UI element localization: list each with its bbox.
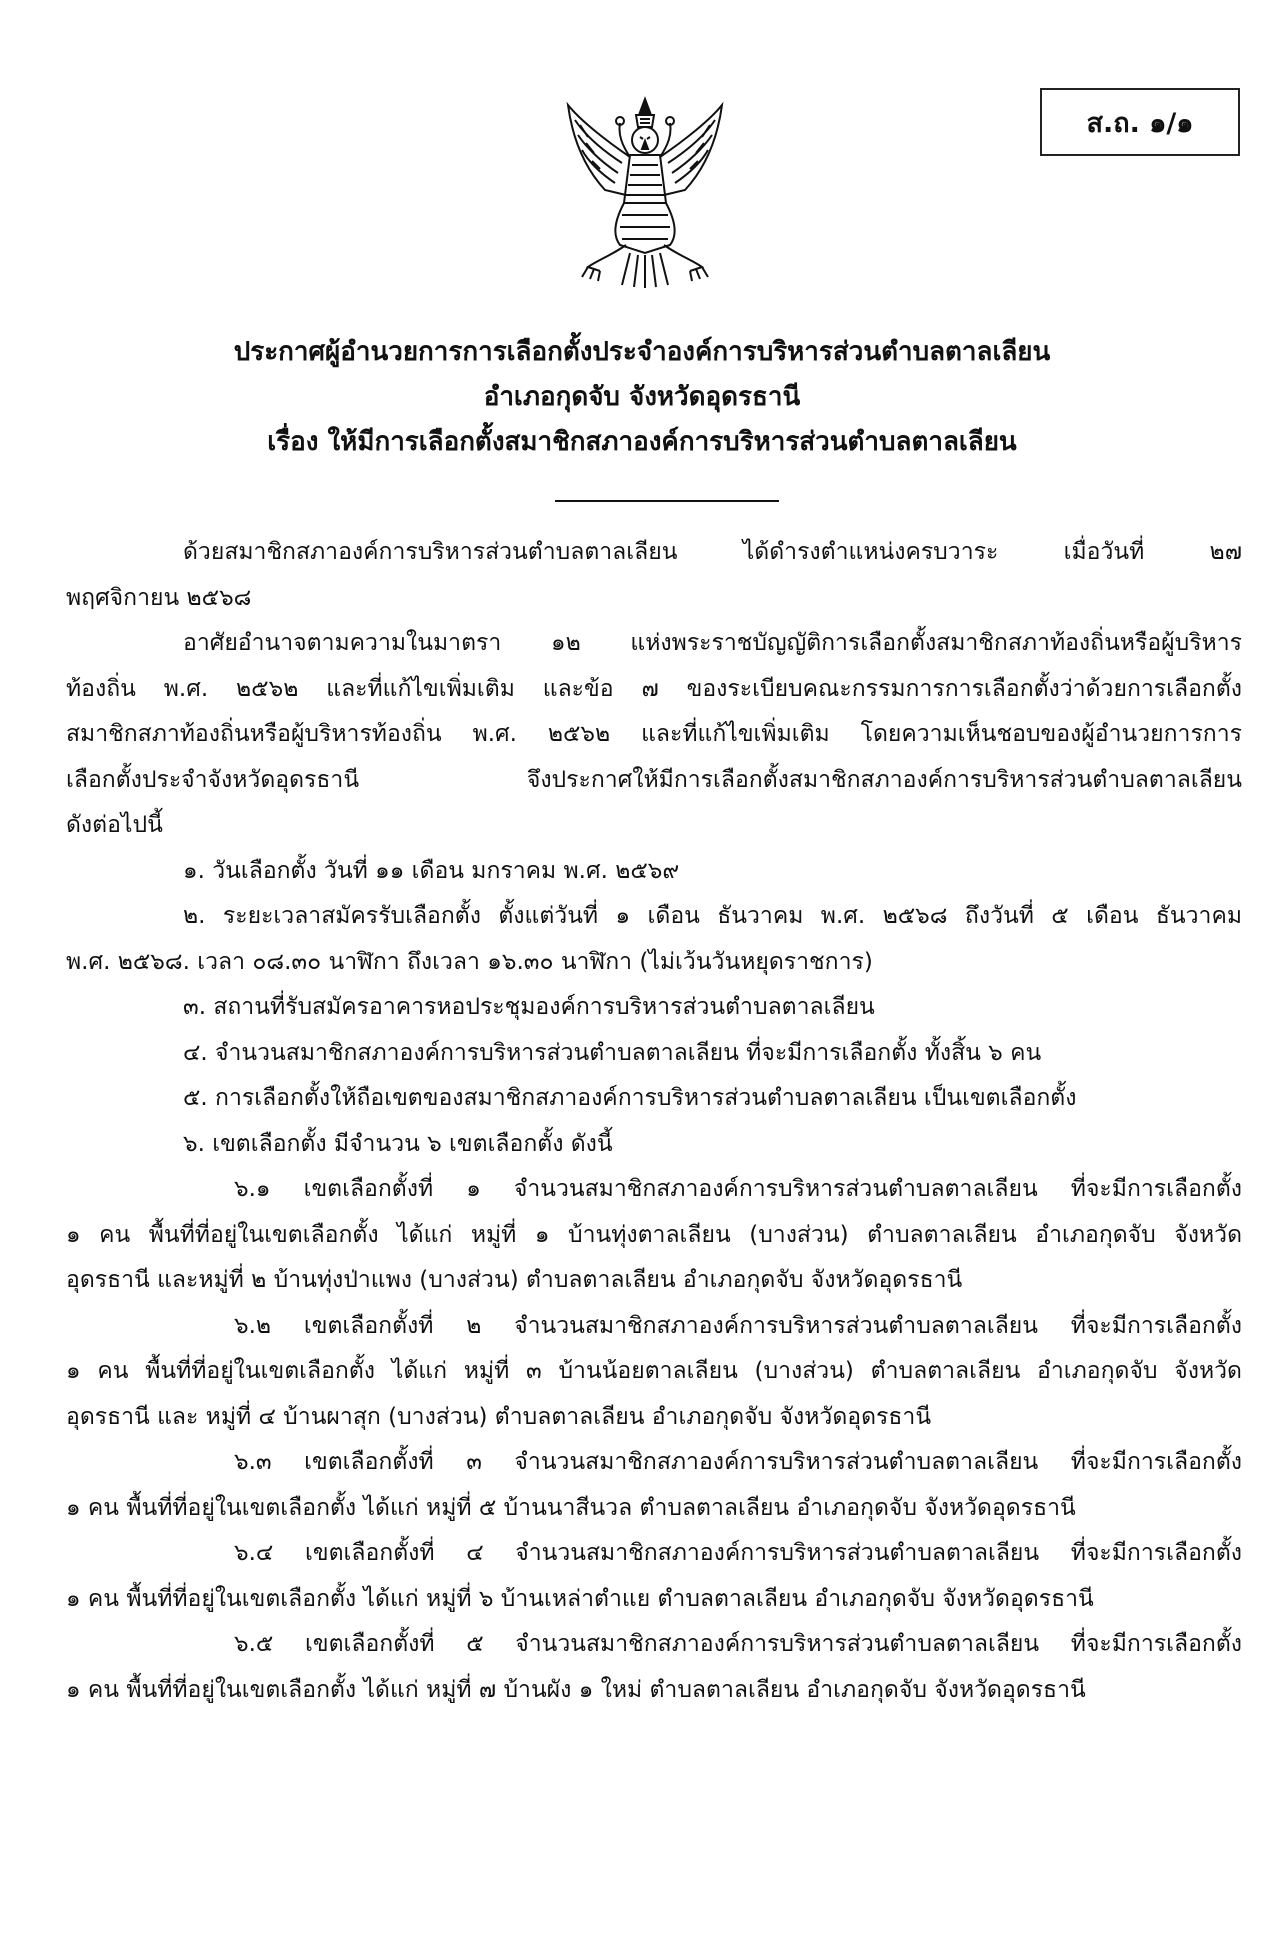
heading-line-2: อำเภอกุดจับ จังหวัดอุดรธานี (483, 382, 801, 412)
zone-5-line-1: ๖.๕ เขตเลือกตั้งที่ ๕ จำนวนสมาชิกสภาองค์การบริหารส่วนตำบลตาลเลียน ที่จะมีการเลือกตั้ง (234, 1631, 1242, 1657)
zone-5-line-2: ๑ คน พื้นที่ที่อยู่ในเขตเลือกตั้ง ได้แก่ หมู่ที่ ๗ บ้านผัง ๑ ใหม่ ตำบลตาลเลียน อำเภอกุดจับ จังหวัดอุดรธานี (66, 1676, 1086, 1703)
form-code-box (1040, 88, 1240, 156)
garuda-emblem-icon (560, 95, 730, 290)
item-2-line-1: ๒. ระยะเวลาสมัครรับเลือกตั้ง ตั้งแต่วันที่ ๑ เดือน ธันวาคม พ.ศ. ๒๕๖๘ ถึงวันที่ ๕ เดือน ธันวาคม (183, 903, 1242, 929)
zone-4-line-2: ๑ คน พื้นที่ที่อยู่ในเขตเลือกตั้ง ได้แก่ หมู่ที่ ๖ บ้านเหล่าตำแย ตำบลตาลเลียน อำเภอกุดจับ จังหวัดอุดรธานี (66, 1585, 1094, 1612)
heading-line-3: เรื่อง ให้มีการเลือกตั้งสมาชิกสภาองค์การบริหารส่วนตำบลตาลเลียน (267, 427, 1017, 457)
form-code: ส.ถ. ๑/๑ (1086, 107, 1194, 139)
announcement-body (66, 530, 1242, 1713)
item-6: ๖. เขตเลือกตั้ง มีจำนวน ๖ เขตเลือกตั้ง ดังนี้ (183, 1130, 613, 1157)
body-line-1: ด้วยสมาชิกสภาองค์การบริหารส่วนตำบลตาลเลียน ได้ดำรงตำแหน่งครบวาระ เมื่อวันที่ ๒๗ (183, 539, 1242, 565)
item-4: ๔. จำนวนสมาชิกสภาองค์การบริหารส่วนตำบลตาลเลียน ที่จะมีการเลือกตั้ง ทั้งสิ้น ๖ คน (183, 1039, 1042, 1066)
zone-3-line-1: ๖.๓ เขตเลือกตั้งที่ ๓ จำนวนสมาชิกสภาองค์การบริหารส่วนตำบลตาลเลียน ที่จะมีการเลือกตั้ง (234, 1449, 1242, 1475)
body-line-4: ท้องถิ่น พ.ศ. ๒๕๖๒ และที่แก้ไขเพิ่มเติม และข้อ ๗ ของระเบียบคณะกรรมการการเลือกตั้งว่าด้วยการเลือกตั้ง (66, 675, 1242, 702)
body-line-7: ดังต่อไปนี้ (66, 812, 163, 838)
item-2-line-2: พ.ศ. ๒๕๖๘. เวลา ๐๘.๓๐ นาฬิกา ถึงเวลา ๑๖.๓๐ นาฬิกา (ไม่เว้นวันหยุดราชการ) (66, 948, 873, 975)
item-5: ๕. การเลือกตั้งให้ถือเขตของสมาชิกสภาองค์การบริหารส่วนตำบลตาลเลียน เป็นเขตเลือกตั้ง (183, 1085, 1077, 1111)
zone-1-line-1: ๖.๑ เขตเลือกตั้งที่ ๑ จำนวนสมาชิกสภาองค์การบริหารส่วนตำบลตาลเลียน ที่จะมีการเลือกตั้ง (234, 1176, 1242, 1202)
zone-2-line-3: อุดรธานี และ หมู่ที่ ๔ บ้านผาสุก (บางส่วน) ตำบลตาลเลียน อำเภอกุดจับ จังหวัดอุดรธานี (66, 1403, 932, 1430)
body-line-2: พฤศจิกายน ๒๕๖๘ (66, 584, 252, 611)
body-line-5: สมาชิกสภาท้องถิ่นหรือผู้บริหารท้องถิ่น พ.ศ. ๒๕๖๒ และที่แก้ไขเพิ่มเติม โดยความเห็นชอบของผู้อำนวยการการ (66, 721, 1242, 747)
zone-4-line-1: ๖.๔ เขตเลือกตั้งที่ ๔ จำนวนสมาชิกสภาองค์การบริหารส่วนตำบลตาลเลียน ที่จะมีการเลือกตั้ง (234, 1540, 1242, 1566)
item-3: ๓. สถานที่รับสมัครอาคารหอประชุมองค์การบริหารส่วนตำบลตาลเลียน (183, 994, 875, 1020)
item-1: ๑. วันเลือกตั้ง วันที่ ๑๑ เดือน มกราคม พ.ศ. ๒๕๖๙ (183, 857, 680, 884)
body-line-3: อาศัยอำนาจตามความในมาตรา ๑๒ แห่งพระราชบัญญัติการเลือกตั้งสมาชิกสภาท้องถิ่นหรือผู้บริหาร (183, 630, 1242, 656)
zone-1-line-2: ๑ คน พื้นที่ที่อยู่ในเขตเลือกตั้ง ได้แก่ หมู่ที่ ๑ บ้านทุ่งตาลเลียน (บางส่วน) ตำบลตาลเลียน อำเภอกุดจับ จังหวัด (66, 1221, 1242, 1248)
zone-2-line-2: ๑ คน พื้นที่ที่อยู่ในเขตเลือกตั้ง ได้แก่ หมู่ที่ ๓ บ้านน้อยตาลเลียน (บางส่วน) ตำบลตาลเลียน อำเภอกุดจับ จังหวัด (66, 1358, 1242, 1384)
body-line-6: เลือกตั้งประจำจังหวัดอุดรธานี จึงประกาศให้มีการเลือกตั้งสมาชิกสภาองค์การบริหารส่วนตำบลตาลเลียน (66, 766, 1242, 793)
heading-line-1: ประกาศผู้อำนวยการการเลือกตั้งประจำองค์การบริหารส่วนตำบลตาลเลียน (233, 337, 1051, 367)
heading-divider (555, 500, 779, 502)
zone-3-line-2: ๑ คน พื้นที่ที่อยู่ในเขตเลือกตั้ง ได้แก่ หมู่ที่ ๕ บ้านนาสีนวล ตำบลตาลเลียน อำเภอกุดจับ จังหวัดอุดรธานี (66, 1494, 1076, 1521)
zone-2-line-1: ๖.๒ เขตเลือกตั้งที่ ๒ จำนวนสมาชิกสภาองค์การบริหารส่วนตำบลตาลเลียน ที่จะมีการเลือกตั้ง (234, 1312, 1242, 1339)
announcement-heading (90, 330, 1194, 465)
zone-1-line-3: อุดรธานี และหมู่ที่ ๒ บ้านทุ่งป่าแพง (บางส่วน) ตำบลตาลเลียน อำเภอกุดจับ จังหวัดอุดรธานี (66, 1267, 963, 1293)
